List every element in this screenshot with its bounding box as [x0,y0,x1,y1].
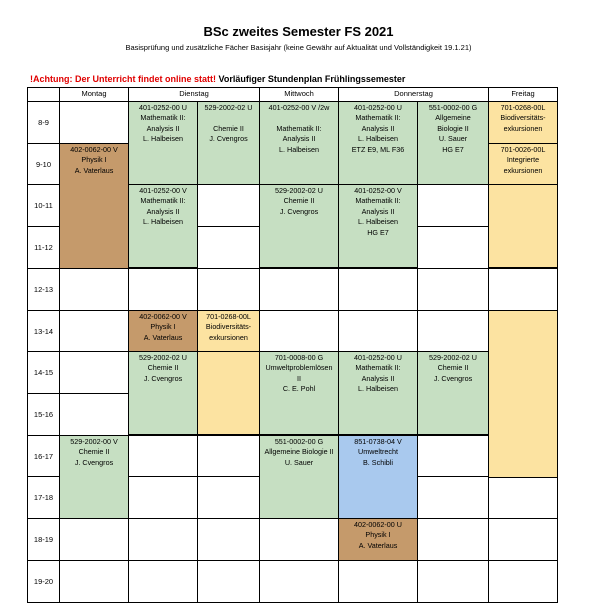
empty-slot [417,518,489,561]
course-line: 529-2002-02 U [139,353,187,362]
empty-slot [197,184,260,227]
course-line: 551-0002-00 G [274,437,324,446]
empty-slot [128,560,198,603]
course-line: exkursionen [209,332,248,342]
course-line: Chemie II [437,363,469,373]
course-line: Mathematik II: [355,196,401,206]
course-line: 402-0062-00 V [70,145,118,154]
course-block [197,101,260,185]
course-line: A. Vaterlaus [143,332,183,342]
course-line: L. Halbeisen [358,217,398,227]
day-header: Montag [59,87,129,102]
course-block [128,184,198,268]
time-slot: 10-11 [27,184,60,227]
course-line: L. Halbeisen [358,384,398,394]
course-line: Chemie II [283,196,315,206]
course-line: Biologie II [437,123,469,133]
course-block [128,351,198,435]
empty-slot [259,268,339,311]
course-line: J. Cvengros [279,206,319,216]
course-line: Analysis II [361,123,395,133]
course-line: 402-0062-00 U [354,520,402,529]
course-block [259,351,339,435]
empty-slot [488,518,558,561]
course-block [338,184,418,268]
online-warning: !Achtung: Der Unterricht findet online statt! [30,74,216,84]
course-line: Analysis II [146,123,180,133]
time-slot: 12-13 [27,268,60,311]
course-line: Mathematik II: [140,196,186,206]
empty-slot [197,226,260,269]
course-line: 401-0252-00 V [354,186,402,195]
empty-slot [197,268,260,311]
empty-slot [128,435,198,478]
course-line: J. Cvengros [433,373,473,383]
course-line: Analysis II [361,206,395,216]
course-block [338,518,418,561]
empty-slot [59,351,129,394]
course-line: II [297,373,301,383]
course-line: B. Schibli [363,457,393,467]
course-line: Chemie II [213,123,244,133]
course-line: Mathematik II: [355,113,401,123]
course-line: exkursionen [503,165,543,175]
empty-slot [59,393,129,436]
time-slot: 9-10 [27,143,60,186]
empty-slot [259,518,339,561]
course-line: Physik I [81,155,107,165]
course-line: Physik I [150,322,176,332]
course-line: HG E7 [442,144,464,154]
day-header: Dienstag [128,87,260,102]
schedule-title: BSc zweites Semester FS 2021 [203,24,394,39]
empty-slot [417,184,489,227]
course-block [128,101,198,185]
course-line: Mathematik II: [276,123,322,133]
course-line: Biodiversitäts- [205,322,252,332]
course-block [259,101,339,185]
course-line: 401-0252-00 U [354,103,402,112]
course-line: A. Vaterlaus [74,165,114,175]
empty-slot [417,476,489,519]
course-line: Allgemeine Biologie II [264,447,334,457]
course-line: Umweltproblemlösen [265,363,333,373]
course-line: L. Halbeisen [143,217,183,227]
course-line: 529-2002-02 U [429,353,477,362]
empty-slot [259,310,339,353]
course-line: 401-0252-00 U [354,353,402,362]
course-line: L. Halbeisen [143,134,183,144]
course-line: 701-0008-00 G [274,353,324,362]
course-block [59,435,129,519]
empty-slot [417,268,489,311]
course-line: Integrierte [506,155,540,165]
empty-slot [59,101,129,144]
course-block [197,351,260,435]
course-line: 401-0252-00 V [139,186,187,195]
course-block [197,310,260,353]
course-line: Chemie II [78,447,110,457]
course-line: ETZ E9, ML F36 [351,144,405,154]
time-slot: 14-15 [27,351,60,394]
empty-slot [59,560,129,603]
course-line: Mathematik II: [140,113,186,123]
empty-slot [128,518,198,561]
course-block [417,101,489,185]
time-slot: 16-17 [27,435,60,478]
empty-slot [59,310,129,353]
course-block [338,351,418,435]
empty-slot [417,310,489,353]
course-line: 401-0252-00 U [139,103,187,112]
empty-slot [488,268,558,311]
course-line: 529-2002-02 U [275,186,323,195]
course-line: 701-0026-00L [500,145,546,154]
course-line: 701-0268-00L [206,312,251,321]
course-line: 551-0002-00 G [428,103,478,112]
course-block [259,184,339,268]
empty-slot [417,560,489,603]
empty-slot [338,310,418,353]
empty-slot [417,226,489,269]
header-corner [27,87,60,102]
empty-slot [197,476,260,519]
course-line: Analysis II [361,373,395,383]
course-line: Analysis II [282,134,316,144]
course-line: Biodiversitäts- [500,113,546,123]
course-line: C. E. Pohl [282,384,316,394]
course-block [59,143,129,269]
course-block [259,435,339,519]
course-block [338,101,418,185]
time-slot: 13-14 [27,310,60,353]
empty-slot [59,268,129,311]
course-line: 402-0062-00 V [139,312,187,321]
empty-slot [197,560,260,603]
empty-slot [488,560,558,603]
time-slot: 15-16 [27,393,60,436]
empty-slot [197,435,260,478]
course-line: L. Halbeisen [358,134,398,144]
course-block [488,143,558,186]
course-block [128,310,198,353]
empty-slot [259,560,339,603]
empty-slot [59,518,129,561]
course-line [198,113,259,123]
course-line: 529-2002-02 U [204,103,253,112]
course-line: J. Cvengros [209,134,248,144]
empty-slot [417,435,489,478]
day-header: Freitag [488,87,558,102]
course-block [338,435,418,519]
course-line: Analysis II [146,206,180,216]
time-slot: 8-9 [27,101,60,144]
course-line: 851-0738-04 V [354,437,402,446]
course-line: 401-0252-00 V /2w [268,103,330,112]
course-line: L. Halbeisen [279,144,319,154]
course-line: A. Vaterlaus [358,540,398,550]
course-line: HG E7 [367,227,389,237]
time-slot: 11-12 [27,226,60,269]
empty-slot [197,518,260,561]
empty-slot [488,476,558,519]
course-line: exkursionen [503,123,543,133]
course-line: 701-0268-00L [500,103,546,112]
course-line: 529-2002-00 V [70,437,118,446]
course-line: J. Cvengros [74,457,114,467]
empty-slot [338,268,418,311]
course-line [260,113,338,123]
course-line: Umweltrecht [358,447,398,457]
empty-slot [128,476,198,519]
course-line: U. Sauer [284,457,314,467]
provisional-timetable-label: Vorläufiger Stundenplan Frühlingssemester [218,74,406,84]
empty-slot [338,560,418,603]
empty-slot [128,268,198,311]
course-line: Chemie II [147,363,179,373]
day-header: Donnerstag [338,87,489,102]
schedule-subtitle: Basisprüfung und zusätzliche Fächer Basisjahr (keine Gewähr auf Aktualität und Vollständigkeit 19.1.21) [125,43,472,52]
day-header: Mittwoch [259,87,339,102]
course-line: U. Sauer [438,134,468,144]
course-block [417,351,489,435]
course-line: J. Cvengros [143,373,183,383]
course-block [488,310,558,478]
time-slot: 19-20 [27,560,60,603]
course-line: Allgemeine [435,113,471,123]
course-block [488,184,558,268]
course-block [488,101,558,144]
course-line: Physik I [365,530,391,540]
time-slot: 17-18 [27,476,60,519]
time-slot: 18-19 [27,518,60,561]
course-line: Mathematik II: [355,363,401,373]
